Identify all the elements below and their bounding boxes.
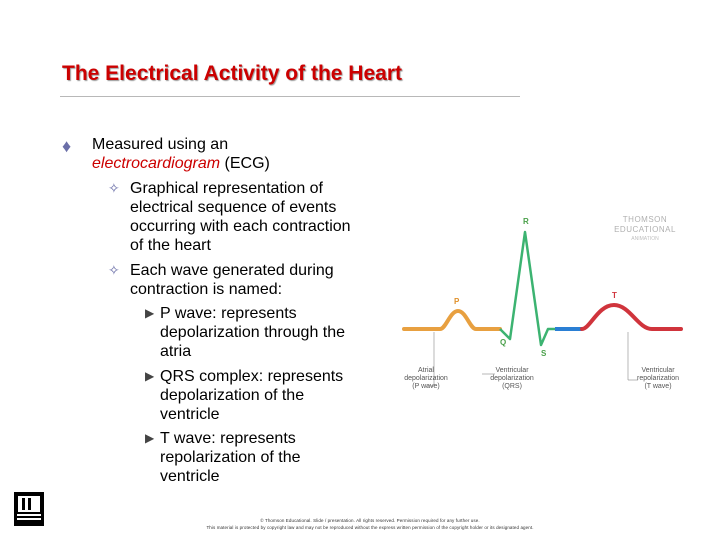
copyright-line-2: This material is protected by copyright law and may not be reproduced without the express written permission of the copyright holder or its designated agent. [206, 525, 534, 530]
watermark-line1: THOMSON [622, 215, 668, 224]
sub1-line3: occurring with each contraction [130, 218, 351, 235]
publisher-logo [14, 492, 44, 526]
s-label: S [541, 349, 547, 358]
logo-wordmark [17, 514, 41, 516]
vent-rep-caption-2: repolarization [636, 375, 680, 382]
sub1-line2: electrical sequence of events [130, 199, 337, 216]
vent-rep-caption-1: Ventricular [641, 367, 675, 374]
qrs-line1: QRS complex: represents [160, 368, 344, 385]
t-line2: repolarization of the [160, 449, 301, 466]
qrs-bullet [160, 367, 390, 424]
sub-bullet-icon: ✧ [108, 262, 120, 278]
t-wave-segment [582, 305, 681, 329]
arrow-bullet-icon: ▶ [145, 306, 155, 320]
sub1-line4: of the heart [130, 237, 211, 254]
p-line3: atria [160, 343, 192, 360]
sub2-line2: contraction is named: [130, 281, 283, 298]
p-label: P [454, 297, 460, 306]
r-label: R [523, 217, 529, 226]
sub-bullet-waves [130, 261, 390, 299]
main-bullet [92, 135, 392, 173]
arrow-bullet-icon: ▶ [145, 369, 155, 383]
ecg-figure [400, 208, 685, 413]
sub2-line1: Each wave generated during [130, 262, 334, 279]
logo-bar [28, 498, 31, 510]
logo-wordmark [17, 518, 41, 520]
atrial-caption-1: Atrial [418, 367, 434, 374]
q-label: Q [500, 338, 507, 347]
t-wave-bullet [160, 429, 390, 486]
vent-rep-caption-3: (T wave) [644, 383, 672, 390]
p-line2: depolarization through the [160, 324, 346, 341]
p-wave-segment [404, 311, 500, 329]
sub-bullet-icon: ✧ [108, 180, 120, 196]
sub1-line1: Graphical representation of [130, 180, 323, 197]
vent-dep-caption-3: (QRS) [502, 383, 522, 390]
vent-dep-caption-1: Ventricular [495, 367, 529, 374]
watermark-line2: EDUCATIONAL [614, 225, 676, 234]
main-bullet-suffix: (ECG) [220, 155, 270, 172]
copyright-line-1: © Thomson Educational. Slide / presentation. All rights reserved. Permission required for any further use. [260, 518, 480, 523]
sub-bullet-graphical [130, 179, 390, 255]
p-wave-bullet [160, 304, 390, 361]
title-rule [60, 96, 520, 97]
arrow-bullet-icon: ▶ [145, 431, 155, 445]
main-bullet-icon: ♦ [62, 136, 72, 156]
vent-dep-caption-2: depolarization [490, 375, 534, 382]
t-label: T [612, 291, 617, 300]
logo-bar [22, 498, 25, 510]
ecg-term: electrocardiogram [92, 155, 221, 172]
watermark-line3: ANIMATION [631, 236, 659, 242]
p-line1: P wave: represents [160, 305, 297, 322]
qrs-segment [500, 232, 555, 345]
main-bullet-prefix: Measured using an [92, 136, 229, 153]
qrs-line3: ventricle [160, 406, 220, 423]
slide-title: The Electrical Activity of the Heart [62, 62, 402, 85]
t-line3: ventricle [160, 468, 220, 485]
qrs-line2: depolarization of the [160, 387, 305, 404]
atrial-caption-3: (P wave) [412, 383, 440, 390]
t-line1: T wave: represents [160, 430, 296, 447]
atrial-caption-2: depolarization [404, 375, 448, 382]
